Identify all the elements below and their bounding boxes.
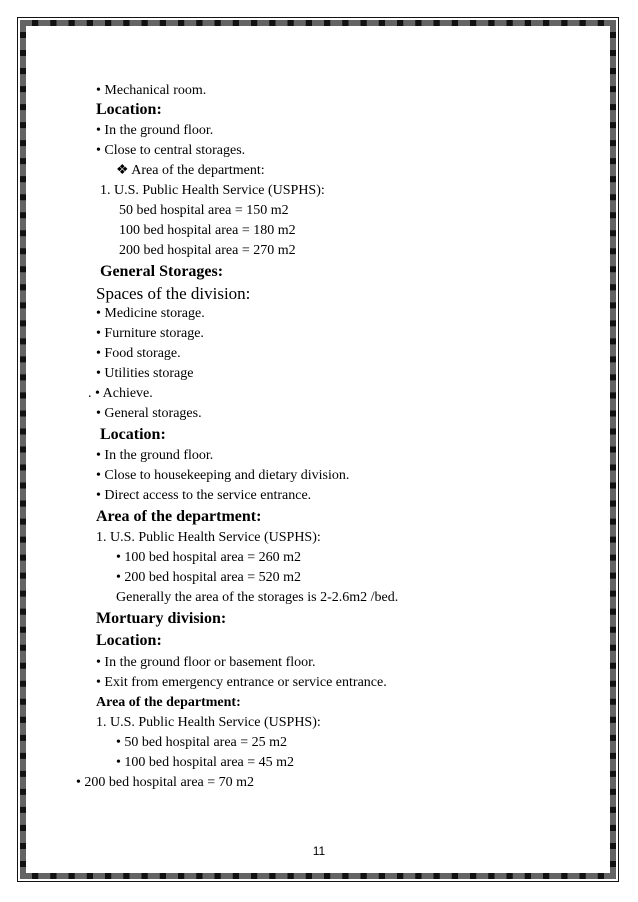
body-line: • In the ground floor or basement floor. [96,655,316,670]
body-line: • Furniture storage. [96,326,204,341]
body-line: • Exit from emergency entrance or service entrance. [96,675,387,690]
body-line: • 200 bed hospital area = 70 m2 [76,775,255,790]
body-line: • Medicine storage. [96,306,205,321]
body-line: 1. U.S. Public Health Service (USPHS): [100,183,325,198]
section-heading: Area of the department: [96,508,262,525]
body-line: • 100 bed hospital area = 45 m2 [116,755,295,770]
section-heading: General Storages: [100,263,224,280]
body-line: 50 bed hospital area = 150 m2 [119,203,289,218]
body-line: • Mechanical room. [96,83,207,98]
section-heading: Location: [100,426,166,443]
body-line: • 50 bed hospital area = 25 m2 [116,735,288,750]
section-heading: Location: [96,632,162,649]
subheading: Spaces of the division: [96,284,251,303]
body-line: . • Achieve. [88,386,153,401]
body-line: • 100 bed hospital area = 260 m2 [116,550,302,565]
body-line: Generally the area of the storages is 2-2.6m2 /bed. [116,590,399,605]
body-line: 1. U.S. Public Health Service (USPHS): [96,715,321,730]
section-heading: Location: [96,101,162,118]
body-line: • In the ground floor. [96,123,214,138]
body-line: ❖ Area of the department: [116,163,265,178]
body-line: • General storages. [96,406,202,421]
body-line: • Food storage. [96,346,181,361]
section-heading: Mortuary division: [96,610,227,627]
body-line: 1. U.S. Public Health Service (USPHS): [96,530,321,545]
body-line: • In the ground floor. [96,448,214,463]
body-line: • Close to central storages. [96,143,246,158]
body-line: 200 bed hospital area = 270 m2 [119,243,296,258]
section-heading: Area of the department: [96,695,241,710]
body-line: 100 bed hospital area = 180 m2 [119,223,296,238]
page-number: 11 [312,844,326,858]
body-line: • Direct access to the service entrance. [96,488,312,503]
body-line: • 200 bed hospital area = 520 m2 [116,570,302,585]
body-line: • Close to housekeeping and dietary division. [96,468,350,483]
body-line: • Utilities storage [96,366,194,381]
